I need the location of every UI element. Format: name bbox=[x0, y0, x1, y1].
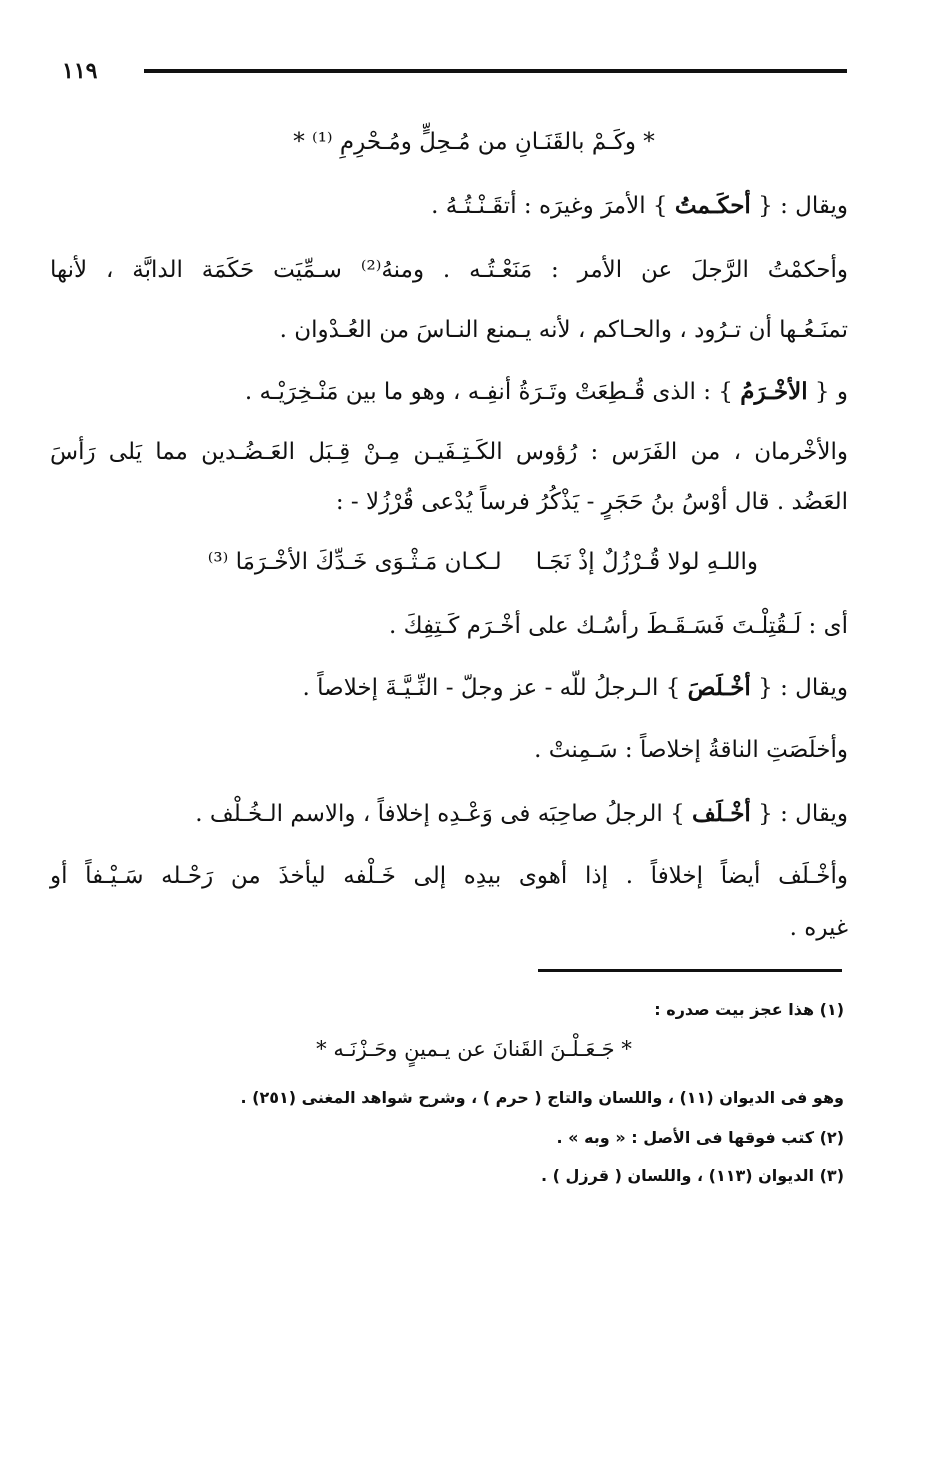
paragraph-line-4: تمنَـعُـها أن تـرُود ، والحـاكم ، لأنه يـمنع النـاسَ من العُـدْوان . bbox=[279, 317, 848, 343]
line2-suffix: } الأمرَ وغيرَه : أتقَـنْـتُـهُ . bbox=[431, 193, 675, 219]
footnote-1-intro: (١) هذا عجز بيت صدره : bbox=[654, 1000, 844, 1019]
paragraph-line-5 bbox=[245, 376, 848, 408]
page-number: ١١٩ bbox=[62, 58, 98, 84]
paragraph-line-2 bbox=[431, 190, 848, 222]
entry-headword-ahkamtu: أحكَـمتُ bbox=[674, 192, 751, 219]
verse-second-hemistich: لـكـان مَـثْـوَى خَـدِّكَ الأخْـرَمَا ⁽³⁾ bbox=[207, 549, 502, 575]
paragraph-line-9 bbox=[303, 672, 848, 704]
entry-headword-akhlasa: أخْـلَصَ bbox=[687, 674, 751, 701]
verse-aws-ibn-hajar bbox=[208, 546, 758, 578]
paragraph-line-8: أى : لَـقُتِلْـتَ فَسَـقَـطَ رأسُـك على أخْـرَم كَـتِفِكَ . bbox=[389, 613, 848, 639]
footnote-3: (٣) الديوان (١١٣) ، واللسان ( قرزل ) . bbox=[540, 1166, 844, 1185]
line9-prefix: ويقال : { bbox=[750, 675, 848, 701]
paragraph-line-13: غيره . bbox=[789, 915, 848, 941]
line9-suffix: } الـرجلُ للّه - عز وجلّ - النِّـيَّـةَ إخلاصاً . bbox=[302, 675, 688, 701]
verse-first-hemistich: واللـهِ لولا قُـرْزُلٌ إذْ نَجَـا bbox=[535, 549, 758, 575]
line5-prefix: و { bbox=[807, 379, 848, 405]
page-header bbox=[62, 58, 848, 88]
line2-prefix: ويقال : { bbox=[750, 193, 848, 219]
entry-headword-akhlafa: أخْـلَف bbox=[692, 800, 751, 827]
paragraph-line-3: وأحكمْتُ الرَّجلَ عن الأمر : مَنَعْـتُـه . ومنهُ⁽²⁾ سـمِّيَت حَكَمَة الدابَّة ، لأنها bbox=[50, 257, 848, 283]
paragraph-line-6: والأخْرمان ، من الفَرَس : رُؤوس الكَـتِـفَيـن مِـنْ قِـبَل العَـضُـدين مما يَلى رَأسَ bbox=[50, 439, 848, 465]
paragraph-line-12: وأخْـلَف أيضاً إخلافاً . إذا أهوى بيدِه إلى خَـلْفه ليأخذَ من رَحْـله سَـيْـفاً أو bbox=[50, 863, 848, 889]
footnote-1-verse: * جَـعَـلْـنَ القَنانَ عن يـمينٍ وحَـزْنَـه * bbox=[316, 1037, 632, 1061]
line11-prefix: ويقال : { bbox=[750, 801, 848, 827]
footnote-separator bbox=[538, 969, 842, 972]
line5-suffix: } : الذى قُـطِعَتْ وتَـرَةُ أنفِـه ، وهو ما بين مَنْـخِرَيْـه . bbox=[244, 379, 741, 405]
paragraph-line-11 bbox=[195, 798, 848, 830]
paragraph-line-10: وأخلَصَتِ الناقةُ إخلاصاً : سَـمِنتْ . bbox=[534, 737, 848, 763]
footnote-1-source: وهو فى الديوان (١١) ، واللسان والتاج ( حرم ) ، وشرح شواهد المغنى (٢٥١) . bbox=[240, 1088, 844, 1107]
footnote-2: (٢) كتب فوقها فى الأصل : « وبه » . bbox=[556, 1128, 844, 1147]
header-rule bbox=[144, 69, 847, 73]
entry-headword-akhram: الأخْـرَمُ bbox=[740, 378, 808, 405]
verse-line-1: * وكَـمْ بالقَنَـانِ من مُـحِلٍّ ومُـحْرِمِ ⁽¹⁾ * bbox=[293, 129, 655, 155]
line11-suffix: } الرجلُ صاحِبَه فى وَعْـدِه إخلافاً ، والاسم الـخُـلْف . bbox=[195, 801, 693, 827]
paragraph-line-7: العَضُد . قال أوْسُ بنُ حَجَرٍ - يَذْكُرُ فرساً يُدْعى قُرْزُلا - : bbox=[335, 489, 848, 515]
